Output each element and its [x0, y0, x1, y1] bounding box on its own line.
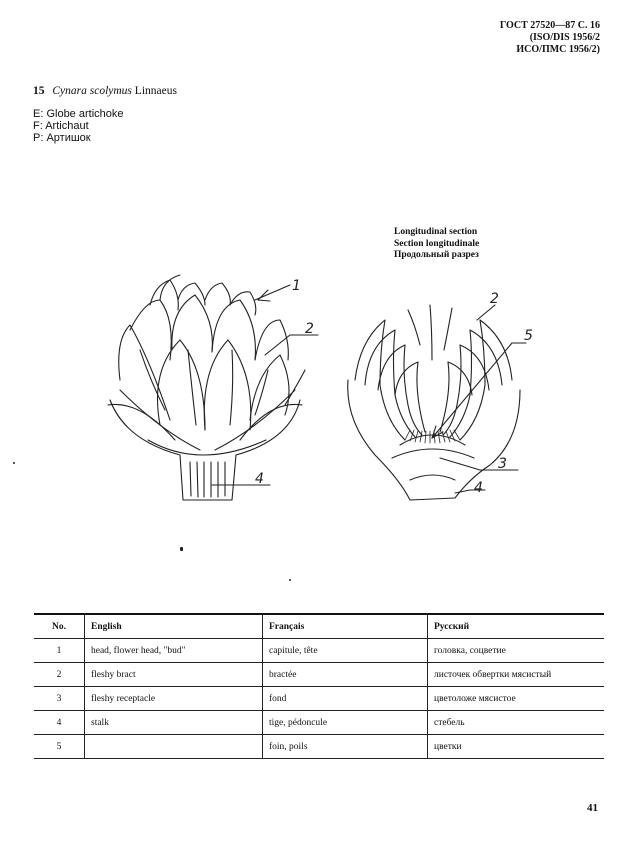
- label-1: 1: [292, 278, 301, 294]
- label-r3: 3: [498, 456, 507, 472]
- label-r2: 2: [490, 291, 499, 307]
- col-header-russian: Русский: [428, 614, 605, 639]
- artichoke-section-drawing: [348, 305, 520, 500]
- section-caption-fr: Section longitudinale: [394, 238, 480, 249]
- cell-no: 4: [34, 711, 85, 735]
- cell-no: 2: [34, 663, 85, 687]
- author-name: Linnaeus: [134, 85, 177, 97]
- col-header-english: English: [85, 614, 263, 639]
- label-r5: 5: [524, 328, 533, 344]
- page-number: 41: [587, 802, 598, 814]
- label-r4: 4: [474, 480, 483, 496]
- table-header-row: [34, 614, 604, 639]
- entry-number: 15: [33, 85, 45, 97]
- col-header-no: No.: [34, 614, 85, 639]
- table-row: [34, 687, 604, 711]
- cell-no: 5: [34, 735, 85, 759]
- cell-english: fleshy receptacle: [85, 687, 263, 711]
- leader-line-2: [265, 335, 318, 355]
- cell-russian: цветоложе мясистое: [428, 687, 605, 711]
- cell-english: head, flower head, "bud": [85, 639, 263, 663]
- cell-french: capitule, tête: [263, 639, 428, 663]
- table-row: [34, 663, 604, 687]
- section-caption-en: Longitudinal section: [394, 227, 478, 237]
- cell-english: stalk: [85, 711, 263, 735]
- terms-table: [34, 613, 604, 759]
- label-4: 4: [255, 471, 264, 487]
- speck: [13, 462, 15, 464]
- standard-code: ГОСТ 27520—87 С. 16: [499, 20, 600, 31]
- english-name: E: Globe artichoke: [33, 108, 124, 120]
- cell-no: 3: [34, 687, 85, 711]
- cell-russian: головка, соцветие: [428, 639, 605, 663]
- cell-french: fond: [263, 687, 428, 711]
- french-name: F: Artichaut: [33, 120, 89, 132]
- section-caption-ru: Продольный разрез: [394, 250, 479, 260]
- cell-english: fleshy bract: [85, 663, 263, 687]
- cell-french: foin, poils: [263, 735, 428, 759]
- artichoke-whole-drawing: [108, 275, 305, 500]
- latin-name: Cynara scolymus: [52, 85, 132, 97]
- iso-reference: (ISO/DIS 1956/2: [529, 32, 600, 43]
- speck: [289, 579, 291, 581]
- label-2: 2: [305, 321, 314, 337]
- cell-french: tige, pédoncule: [263, 711, 428, 735]
- table-row: [34, 639, 604, 663]
- cell-russian: цветки: [428, 735, 605, 759]
- col-header-french: Français: [263, 614, 428, 639]
- cell-no: 1: [34, 639, 85, 663]
- russian-name: P: Артишок: [33, 132, 91, 144]
- cell-english: [85, 735, 263, 759]
- cell-russian: стебель: [428, 711, 605, 735]
- cell-french: bractée: [263, 663, 428, 687]
- speck: [180, 547, 183, 551]
- table-row: [34, 711, 604, 735]
- table-row: [34, 735, 604, 759]
- leader-line-r2: [477, 305, 495, 320]
- cell-russian: листочек обвертки мясистый: [428, 663, 605, 687]
- iso-reference-ru: ИСО/ПМС 1956/2): [516, 44, 600, 55]
